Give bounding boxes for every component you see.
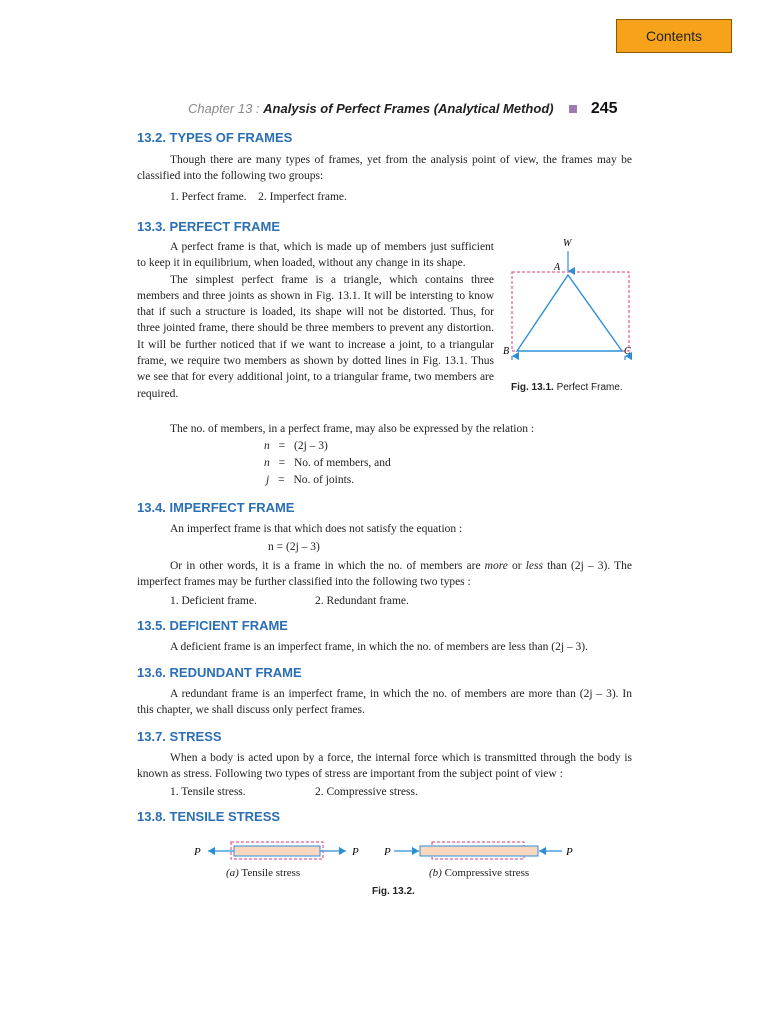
dotted-extra-members xyxy=(512,272,629,351)
word-less: less xyxy=(525,560,543,572)
perfect-frame-figure xyxy=(500,235,640,360)
section-heading-13-6: 13.6. REDUNDANT FRAME xyxy=(137,665,302,680)
eq2-lhs: n xyxy=(264,457,270,469)
section-heading-13-8: 13.8. TENSILE STRESS xyxy=(137,809,281,824)
contents-button[interactable]: Contents xyxy=(616,19,732,53)
caption-a-text: Tensile stress xyxy=(241,867,301,879)
imperfect-frame-para-2 xyxy=(137,558,632,591)
compressive-stress-caption xyxy=(429,866,529,880)
label-a: A xyxy=(554,262,561,273)
tensile-stress-item: 1. Tensile stress. xyxy=(170,786,246,798)
fig-13-1-label: Fig. 13.1. xyxy=(511,382,554,393)
frame-groups-list: 1. Perfect frame. 2. Imperfect frame. xyxy=(170,191,347,203)
equals-sign: = xyxy=(278,457,286,469)
word-more: more xyxy=(484,560,508,572)
deficient-frame-text: A deficient frame is an imperfect frame, in which the no. of members are less than (2j – 3). xyxy=(170,641,589,653)
eq2-rhs: No. of members, and xyxy=(294,457,391,469)
perfect-frame-text xyxy=(137,239,494,402)
equals-sign: = xyxy=(278,474,285,486)
square-bullet-icon xyxy=(569,105,577,113)
compressive-p-right: P xyxy=(566,846,573,858)
word-or: or xyxy=(507,560,526,572)
imperfect-equation: n = (2j – 3) xyxy=(268,541,320,553)
eq1-lhs: n xyxy=(264,440,270,452)
imperfect-para-part-2: than (2j – 3). The imperfect frames may be further classified into the following two types : xyxy=(137,560,633,589)
tensile-stress-diagram xyxy=(193,842,359,859)
tensile-p-right: P xyxy=(352,846,359,858)
perfect-frame-relation-text: The no. of members, in a perfect frame, may also be expressed by the relation : xyxy=(170,423,535,435)
eq3-rhs: No. of joints. xyxy=(293,474,355,486)
label-w: W xyxy=(563,238,572,249)
perfect-frame-para-1: A perfect frame is that, which is made up of members just sufficient to keep it in equilibrium, when loaded, without any change in its shape. xyxy=(137,241,494,270)
tensile-p-left: P xyxy=(194,846,201,858)
running-head xyxy=(188,100,618,118)
compressive-p-left: P xyxy=(384,846,391,858)
eq3-lhs: j xyxy=(266,474,270,486)
label-c: C xyxy=(624,346,631,357)
section-heading-13-5: 13.5. DEFICIENT FRAME xyxy=(137,618,288,633)
section-heading-13-7: 13.7. STRESS xyxy=(137,729,222,744)
types-of-frames-text: Though there are many types of frames, yet from the analysis point of view, the frames may be classified into the following two groups: xyxy=(137,154,632,183)
fig-13-2-caption: Fig. 13.2. xyxy=(372,886,415,897)
caption-b-label: (b) xyxy=(429,867,442,879)
eq1-rhs: (2j – 3) xyxy=(294,440,328,452)
chapter-label: Chapter 13 : xyxy=(188,101,260,116)
page-number: 245 xyxy=(590,100,618,117)
stress-figure xyxy=(190,836,590,870)
imperfect-frame-text: An imperfect frame is that which does not satisfy the equation : xyxy=(170,523,463,535)
perfect-frame-para-2: The simplest perfect frame is a triangle, which contains three members and three joints as shown in Fig. 13.1. It will be intersting to know that if such a structure is loaded, its shape will not be distorted. Thus, for three jointed frame, there should be three members to prevent any distortion. It will be further noticed that if we want to increase a joint, to a triangular frame, we require two members as shown by dotted lines in Fig. 13.1. Thus we see that for every additional joint, to a triangular frame, two members are required. xyxy=(137,273,494,400)
label-b: B xyxy=(503,346,510,357)
section-heading-13-4: 13.4. IMPERFECT FRAME xyxy=(137,500,295,515)
equation-1 xyxy=(264,440,328,452)
redundant-frame-text: A redundant frame is an imperfect frame, in which the no. of members are more than (2j – 3). In this chapter, we shall discuss only perfect frames. xyxy=(137,688,632,717)
tensile-stress-caption xyxy=(226,866,300,880)
stress-text: When a body is acted upon by a force, the internal force which is transmitted through the body is known as stress. Following two types of stress are important from the subject point of view : xyxy=(137,752,632,781)
section-heading-13-2: 13.2. TYPES OF FRAMES xyxy=(137,130,293,145)
equation-3 xyxy=(266,474,354,486)
deficient-frame-item: 1. Deficient frame. xyxy=(170,595,257,607)
section-heading-13-3: 13.3. PERFECT FRAME xyxy=(137,219,281,234)
compressive-stress-diagram xyxy=(383,842,573,859)
equation-2 xyxy=(264,457,391,469)
caption-a-label: (a) xyxy=(226,867,239,879)
fig-13-1-caption xyxy=(511,382,623,393)
fig-13-1-title: Perfect Frame. xyxy=(556,382,623,393)
triangle-frame xyxy=(517,275,622,351)
redundant-frame-item: 2. Redundant frame. xyxy=(315,595,409,607)
caption-b-text: Compressive stress xyxy=(444,867,530,879)
compressive-stress-item: 2. Compressive stress. xyxy=(315,786,418,798)
imperfect-para-part-1: Or in other words, it is a frame in which the no. of members are xyxy=(170,560,485,572)
equals-sign: = xyxy=(278,440,286,452)
chapter-title: Analysis of Perfect Frames (Analytical Method) xyxy=(263,101,554,116)
